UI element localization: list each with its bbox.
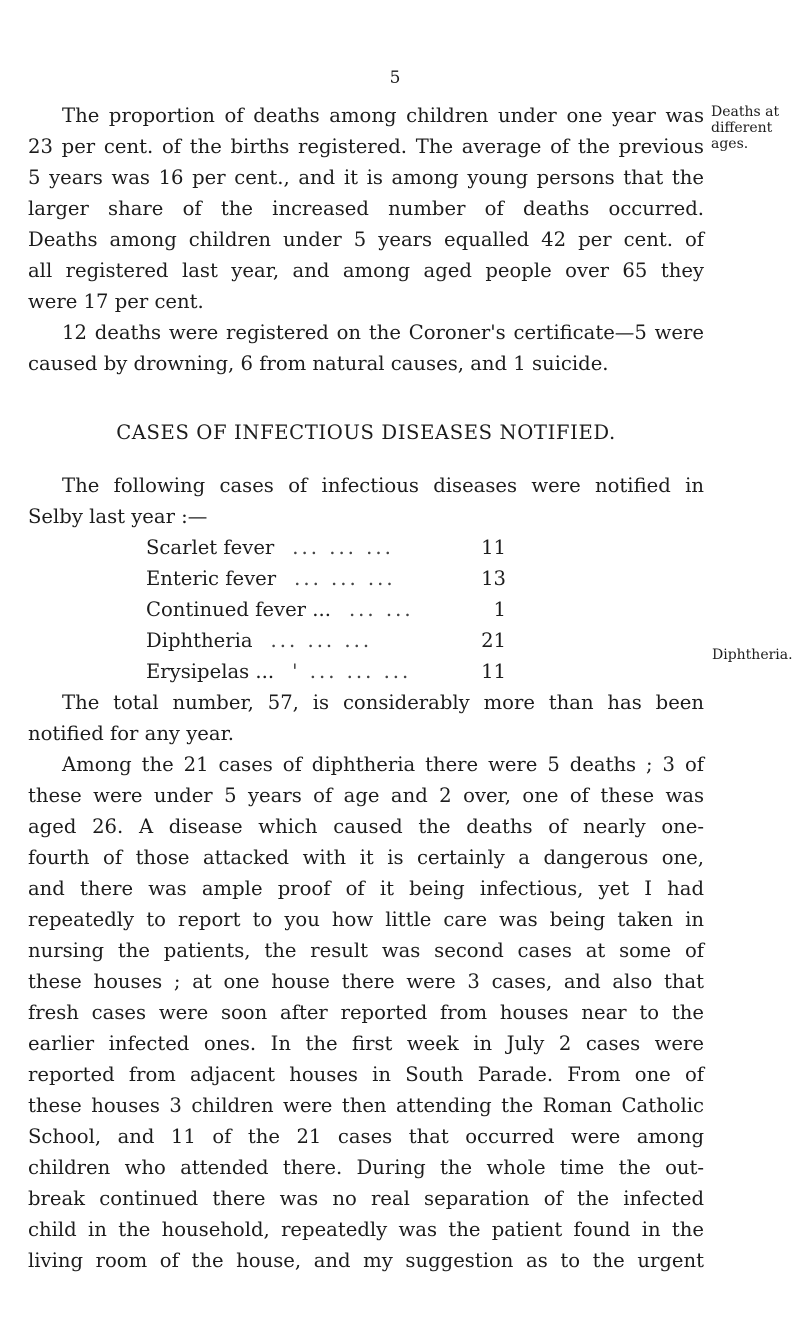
text-line: nursing the patients, the result was second cases at some of <box>28 939 704 962</box>
disease-name: Enteric fever <box>146 567 277 590</box>
text-line: Among the 21 cases of diphtheria there were 5 deaths ; 3 of <box>62 753 704 776</box>
leader-dots: ... ... ... <box>270 629 373 652</box>
disease-name: Diphtheria <box>146 629 253 652</box>
leader-dots: ' ... ... ... <box>292 660 412 683</box>
text-line: Selby last year :— <box>28 505 208 528</box>
text-line: aged 26. A disease which caused the deaths of nearly one- <box>28 815 704 838</box>
text-line: repeatedly to report to you how little care was being taken in <box>28 908 704 931</box>
margin-note-deaths-line2: different ages. <box>711 120 773 152</box>
text-line: all registered last year, and among aged people over 65 they <box>28 259 704 282</box>
page-number: 5 <box>389 68 401 88</box>
leader-dots: ... ... <box>348 598 414 621</box>
diseases-table <box>146 532 506 687</box>
text-line: reported from adjacent houses in South Parade. From one of <box>28 1063 704 1086</box>
paragraph-notified-intro <box>28 470 704 532</box>
text-line: School, and 11 of the 21 cases that occurred were among <box>28 1125 704 1148</box>
text-line: 5 years was 16 per cent., and it is among young persons that the <box>28 166 704 189</box>
text-line: these houses ; at one house there were 3 cases, and also that <box>28 970 704 993</box>
text-line: larger share of the increased number of deaths occurred. <box>28 197 704 220</box>
margin-note-diphtheria: Diphtheria. <box>712 647 793 663</box>
text-line: child in the household, repeatedly was the patient found in the <box>28 1218 704 1241</box>
disease-name: Continued fever ... <box>146 598 331 621</box>
document-body <box>28 100 704 1276</box>
text-line: and there was ample proof of it being infectious, yet I had <box>28 877 704 900</box>
margin-note-deaths-line1: Deaths at <box>711 104 780 120</box>
text-line: The following cases of infectious diseases were notified in <box>62 474 704 497</box>
margin-note-deaths <box>711 104 800 152</box>
text-line: living room of the house, and my suggestion as to the urgent <box>28 1249 704 1272</box>
text-line: were 17 per cent. <box>28 290 204 313</box>
text-line: caused by drowning, 6 from natural causes, and 1 suicide. <box>28 352 609 375</box>
disease-name: Scarlet fever <box>146 536 275 559</box>
text-line: fresh cases were soon after reported from houses near to the <box>28 1001 704 1024</box>
text-line: The total number, 57, is considerably more than has been <box>62 691 704 714</box>
text-line: Deaths among children under 5 years equalled 42 per cent. of <box>28 228 704 251</box>
table-row <box>146 532 506 563</box>
text-line: these were under 5 years of age and 2 over, one of these was <box>28 784 704 807</box>
disease-name: Erysipelas ... <box>146 660 275 683</box>
paragraph-total <box>28 687 704 749</box>
paragraph-deaths-ages <box>28 100 704 317</box>
text-line: children who attended there. During the whole time the out- <box>28 1156 704 1179</box>
table-row <box>146 625 506 656</box>
leader-dots: ... ... ... <box>294 567 396 590</box>
disease-count: 1 <box>493 598 506 621</box>
text-line: earlier infected ones. In the first week in July 2 cases were <box>28 1032 704 1055</box>
text-line: 12 deaths were registered on the Coroner's certificate—5 were <box>62 321 704 344</box>
text-line: 23 per cent. of the births registered. The average of the previous <box>28 135 704 158</box>
paragraph-coroner <box>28 317 704 379</box>
disease-count: 21 <box>481 629 506 652</box>
table-row <box>146 656 506 687</box>
disease-count: 11 <box>481 660 506 683</box>
leader-dots: ... ... ... <box>292 536 394 559</box>
text-line: notified for any year. <box>28 722 235 745</box>
text-line: The proportion of deaths among children under one year was <box>62 104 704 127</box>
text-line: fourth of those attacked with it is certainly a dangerous one, <box>28 846 704 869</box>
paragraph-diphtheria <box>28 749 704 1276</box>
section-heading: CASES OF INFECTIOUS DISEASES NOTIFIED. <box>116 421 616 444</box>
table-row <box>146 594 506 625</box>
text-line: break continued there was no real separation of the infected <box>28 1187 704 1210</box>
disease-count: 11 <box>481 536 506 559</box>
table-row <box>146 563 506 594</box>
disease-count: 13 <box>481 567 506 590</box>
text-line: these houses 3 children were then attending the Roman Catholic <box>28 1094 704 1117</box>
